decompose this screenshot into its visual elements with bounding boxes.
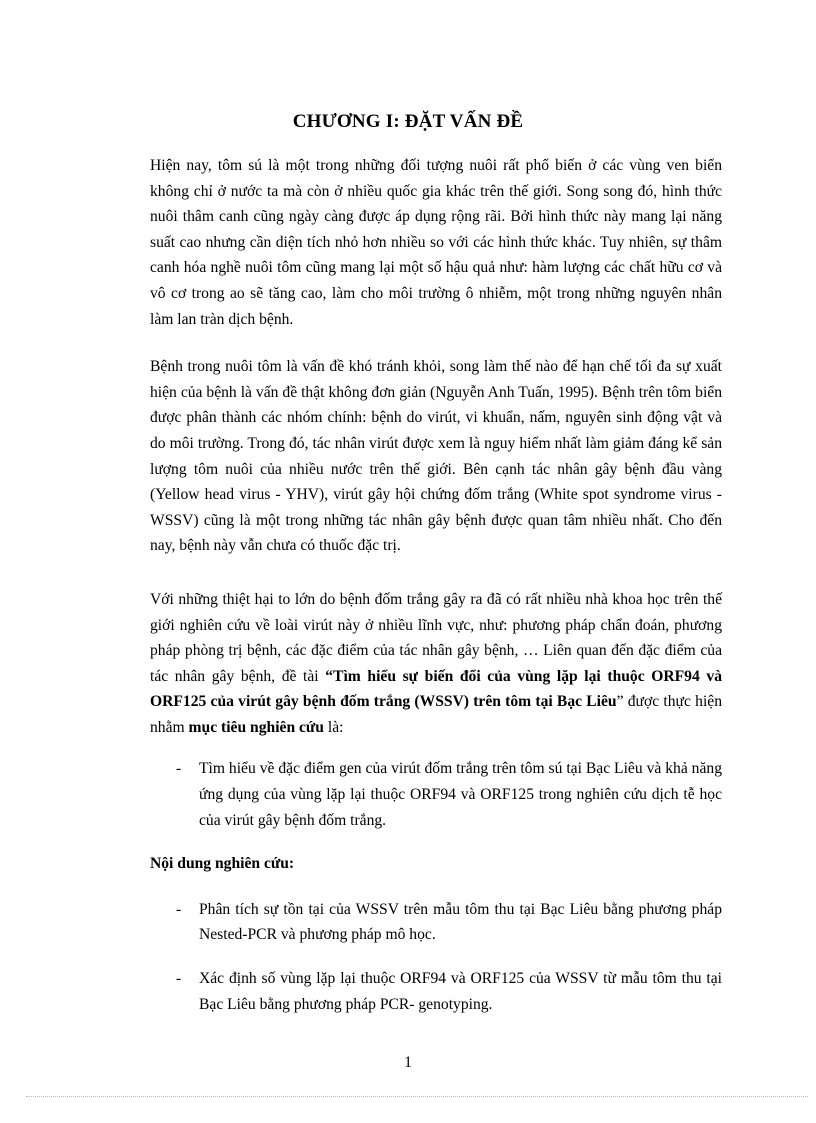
content-item [150,897,722,948]
footer-divider [26,1096,808,1097]
content-text: Xác định số vùng lặp lại thuộc ORF94 và ORF125 của WSSV từ mẫu tôm thu tại Bạc Liêu bằng phương pháp PCR- genotyping. [199,970,722,1013]
objective-item [150,756,722,833]
objective-text: Tìm hiểu về đặc điểm gen của virút đốm trắng trên tôm sú tại Bạc Liêu và khả năng ứng dụng của vùng lặp lại thuộc ORF94 và ORF125 trong nghiên cứu dịch tễ học của virút gây bệnh đốm trắng. [199,760,722,829]
content-heading: Nội dung nghiên cứu: [150,855,295,873]
paragraph-disease: Bệnh trong nuôi tôm là vấn đề khó tránh khỏi, song làm thế nào để hạn chế tối đa sự xuất hiện của bệnh là vấn đề thật không đơn giản (Nguyễn Anh Tuấn, 1995). Bệnh trên tôm biển được phân thành các nhóm chính: bệnh do virút, vi khuẩn, nấm, nguyên sinh động vật và do môi trường. Trong đó, tác nhân virút được xem là nguy hiểm nhất làm giảm đáng kể sản lượng tôm nuôi của nhiều nước trên thế giới. Bên cạnh tác nhân gây bệnh đầu vàng (Yellow head virus - YHV), virút gây hội chứng đốm trắng (White spot syndrome virus - WSSV) cũng là một trong những tác nhân gây bệnh được quan tâm nhiều nhất. Cho đến nay, bệnh này vẫn chưa có thuốc đặc trị. [150,358,722,555]
paragraph-topic-middle: ” được thực hiện nhằm [150,693,722,736]
objective-label: mục tiêu nghiên cứu [188,718,324,736]
content-item [150,966,722,1017]
document-body [150,153,722,1031]
paragraph-intro: Hiện nay, tôm sú là một trong những đối tượng nuôi rất phổ biến ở các vùng ven biển không chỉ ở nước ta mà còn ở nhiều quốc gia khác trên thế giới. Song song đó, hình thức nuôi thâm canh cũng ngày càng được áp dụng rộng rãi. Bởi hình thức này mang lại năng suất cao nhưng cần diện tích nhỏ hơn nhiều so với các hình thức khác. Tuy nhiên, sự thâm canh hóa nghề nuôi tôm cũng mang lại một số hậu quả như: hàm lượng các chất hữu cơ và vô cơ trong ao sẽ tăng cao, làm cho môi trường ô nhiễm, một trong những nguyên nhân làm lan tràn dịch bệnh. [150,157,722,328]
paragraph-topic [150,587,722,741]
paragraph-topic-lead: Với những thiệt hại to lớn do bệnh đốm trắng gây ra đã có rất nhiều nhà khoa học trên thế giới nghiên cứu về loài virút này ở nhiều lĩnh vực, như: phương pháp chẩn đoán, phương pháp phòng trị bệnh, các đặc điểm của tác nhân gây bệnh, … Liên quan đến đặc điểm của tác nhân gây bệnh, đề tài [150,590,722,685]
page-number: 1 [404,1054,412,1071]
bullet-marker: - [176,970,182,988]
topic-title: “Tìm hiểu sự biến đổi của vùng lặp lại thuộc ORF94 và ORF125 của virút gây bệnh đốm trắng (WSSV) trên tôm tại Bạc Liêu [150,667,722,711]
content-text: Phân tích sự tồn tại của WSSV trên mẫu tôm thu tại Bạc Liêu bằng phương pháp Nested-PCR và phương pháp mô học. [199,900,722,944]
chapter-title: CHƯƠNG I: ĐẶT VẤN ĐỀ [292,111,524,132]
bullet-marker: - [176,760,182,778]
bullet-marker: - [176,900,182,918]
paragraph-topic-tail: là: [323,718,344,736]
